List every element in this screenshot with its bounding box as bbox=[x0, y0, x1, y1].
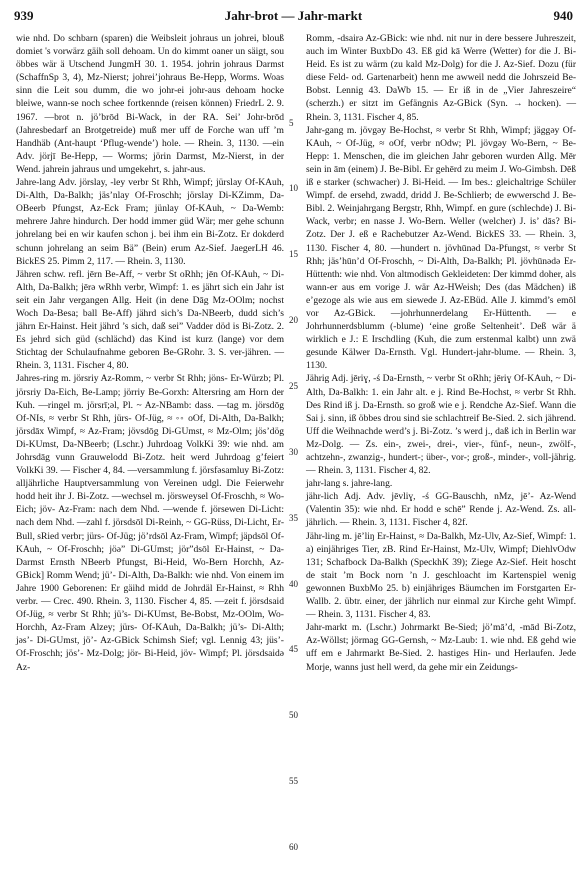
page-header bbox=[14, 8, 573, 26]
entry-text: Jahre-lang Adv. jörslay, -ley verbr St Rhh, Wimpf; jürslay Of-KAuh, Di-Alth, Da-Balkh; jäs’nlay Of-Froschh; jörslay Di-KZimm, Da-OBeerb Pfungst, Az-Eck Fram; jünlay Of-KAuh, ~ Da-Wemb: mehrere Jahre hindurch. Der hodd immer güd Wär; mer gehe schunn johrelang bei en wir kaufen schon j. bei ihm ein Bi-Zotz. Er dokderd schunn johrelang an seim Bä” (Bein) erum Az-Sief. JaegerLH 46. BickES 25. Pimm 2, 117. — Rhein. 3, 1130. bbox=[16, 177, 284, 267]
entry-text: Jahres-ring m. jörsriy Az-Romm, ~ verbr St Rhh; jöns- Er-Würzb; Pl. jörsriy Da-Eich, Be-Lamp; jörriy Be-Gorxh: Altersring am Horn der Kuh. —ringel m. jörsrī;əl, Pl. ~ Az-NBamb: dass. —tag m. jörsdōg Of-NIs, ≈ verbr St Rhh, jürs- Of-Jüg, ≈ ◦◦ oOf, Di-Alth, Da-Balkh; jörsdāx Wimpf, ≈ Az-Fram; jövsdōg Di-GUmst, ≈ Mz-Olm; jös’dög Di-KUmst, Da-NBeerb; (Lschr.) Juhrdoag VolkKi 39: wie nhd. am Johrsdāg vunn Grauwelodd Bi-Zotz. heit werd Juhrdoag g’feiert VolkKi 39. — Fischer 4, 84. —versammlung f. jörsfəsamluy Bi-Zotz: alljährliche Hauptversammlung von Vereinen udgl. Die Feierwehr hodd heit ihr J. Bi-Zotz. —wechsel m. jörsweysel Of-Froschh, ≈ Wo-Eich; jöv- Az-Fram: nach dem Nhd. —wende f. jörsewen Di-Licht: nach dem Nhd. —zahl f. jörsdsōl Di-Reinh, ~ GG-Rüss, Di-Licht, Er-Bull, sRied verbr; jürs- Of-Jüg; jö’rdsōl Az-Fram, Wimpf; jäpdsōl Of-KAuh, ~ Of-Froschh; jöə” Di-GUmst; jör”dsōl Er-Hainst, ~ Da-Darmst Ernsth NBeerb Pfungst, Bi-Heid, Wo-Bern Horchh, Az-GBick] Romm Wend; jü’- Di-Alth, Da-Balkh: wie nhd. Von einem im Jahre 1900 Geborenen: Er gäihd midd de Johrdäl Er-Hainst, ≈ Rhh verbr. — Crec. 490. Rhein. 3, 1130. Fischer 4, 85. —zeit f. jörsdsaid Of-Jüg, ≈ verbr St Rhh; jü’s- Di-KUmst, Be-Bobst, Mz-OOlm, Wo-Horchh, Az-Fram Alzey; jürs- Of-KAuh, Da-Balkh; jü’s- Di-Alth; jəs’- Di-GUmst, jö’- Az-GBick Schimsh Sief; vgl. Lennig 43; jüs’- Of-Froschh; jös’- Mz-Dolg; jör- Bi-Heid, jöv- Wimpf; Pl. jörsdsaidə Az- bbox=[16, 373, 284, 673]
entry-jaehren bbox=[16, 268, 284, 373]
entry-text: Romm, -dsairə Az-GBick: wie nhd. nit nur in dere bessere Juhreszeit, auch im Winter BuxbDo 43. Eß gid kā Werre (Wetter) for die J. Bi-Heid. Es ist zu wärm (zu kald Mz-Dolg) for die J. Az-Sief. Dozu (für diese Feld- od. Gartenarbeit) henn me awweil nedd die Johrszeid Be-Bobst. Lennig 43. DaWb 15. — Er iß in de „Vier Jahreszeire“ (scherzh.) er sitzt im Gefängnis Az-GBick (Syn. → hocken). — Rhein. 3, 1131. Fischer 4, 85. bbox=[306, 33, 576, 123]
line-number: 50 bbox=[289, 710, 298, 720]
entry-jaehr-lich bbox=[306, 490, 576, 529]
right-column bbox=[306, 32, 576, 674]
line-number: 30 bbox=[289, 447, 298, 457]
line-number: 15 bbox=[289, 249, 298, 259]
entry-text: Jahr-gang m. jövgəy Be-Hochst, ≈ verbr St Rhh, Wimpf; jäggəy Of-KAuh, ~ Of-Jüg, ≈ oOf, verbr nOdw; Pl. jövgəy Wo-Bern, ~ Be-Hepp: 1. Menschen, die im gleichen Jahr geboren wurden Allg. Mēr sein in ām (einem) J. Be-Bibl. Er gehērd zu meim J. Wo-Gimbsh. Dēß iß e starker (schwacher) J. Bi-Heid. — Im bes.: gleichaltrige Schüler Wimpf. de ersehd, zwadd, dridd J. Be-Schlierb; de ewwerschd J. Be-Bibl. 2. Weinjahrgang Bergstr, Rhh, Wimpf. en gure (schlechde) J. Bi-Wack, verbr; en nasse J. Wo-Bern. Weller (welcher) J. is’ dās? Bi-Zotz. Der J. eß e Rachebutzer Az-Wend. BickES 33. — Rhein. 3, 1130. Fischer 4, 80. —hundert n. jövhūnəd Da-Pfungst, ≈ verbr St Rhh; jäs’hūn’d Of-Froschh, ~ Di-Alth, Da-Balkh; Pl. jövhūnədə Er-Hüttenth: wie nhd. Von altmodisch Gekleideten: Der kimmd doher, als wann-er aus em vorige J. wär Az-HWeish; Des (das Mädchen) iß e’gezoge als wie aus em siewede J. Az-EBüd. Alle J. kimmd’s emōl vor Az-GBick. —johrhunnerdelang Er-Hüttenth. — e Johrhunnerdsblumm (-blume) ‘eine große Seltenheit’. Deß wär ä wirklich e J.: E Irschdling (Kuh, die zum erstenmal kalbt) unn zwä gesunde Kälwer Da-Ernsth. Vgl. Hundert-jahr-blume. — Rhein. 3, 1130. bbox=[306, 124, 576, 372]
entry-jahre-lang bbox=[16, 176, 284, 268]
entry-text: Jahr-markt m. (Lschr.) Johrmarkt Be-Sied; jö’mā’d, -mād Bi-Zotz, Az-Wöllst; jörmag GG-Gernsh, ~ Mz-Laub: 1. wie nhd. Eß gehd wie uff em e Jahrmarkt Be-Sied. 2. hastiges Hin- und Herlaufen. Jede Morje, wanns just hell werd, da gehe mir ein Zeidungs- bbox=[306, 622, 576, 673]
line-number: 40 bbox=[289, 579, 298, 589]
line-number: 45 bbox=[289, 644, 298, 654]
entry-text: wie nhd. Do schbarn (sparen) die Weibsleit johraus un johrei, blouß domiet 's vorwärz gäih soll dehoam. Un do kimmt oaner un säigt, sou öbbes wär ä Utschend JungmH 30. 1. 1954. johrin johraus Darmst (SchaffnSp 3, 4), Mz-Nierst; johrei’johraus Be-Hepp, Worms. Woas sinn die Leit sou dumm, die wo johr-ei johr-aus dehoam hocke bleiwe, wann-se noch schee fortkennde (reisen können) FriedrL 2. 9. 1967. —brot n. jö’brōd Bi-Wack, in der RA. Sei’ Johr-brōd (Jahresbedarf an Brotgetreide) muß mer uff de Forche wan uff ’m Handhäb (Ant-haupt ‘Pflug-wende’) hole. — Rhein. 3, 1130. —ein Adv. jörjī Be-Hepp, — Worms; jörin Darmst, Mz-Nierst, in der Wend. jahrein jahraus und umgekehrt, s. jahr-aus. bbox=[16, 33, 284, 175]
line-number: 5 bbox=[289, 118, 294, 128]
entry-text: jahr-lang s. jahre-lang. bbox=[306, 478, 393, 490]
line-number: 55 bbox=[289, 776, 298, 786]
entry-jahr-gang bbox=[306, 124, 576, 373]
entry-jaehrig bbox=[306, 372, 576, 477]
line-number: 20 bbox=[289, 315, 298, 325]
left-column bbox=[16, 32, 284, 674]
entry-text: jähr-lich Adj. Adv. jēvliɣ, -ś GG-Bauschh, nMz, jē’- Az-Wend (Valentin 35): wie nhd. Er hodd e schē” Rende j. Az-Wend. Zs. all-jährlich. — Rhein. 3, 1131. Fischer 4, 82f. bbox=[306, 491, 576, 529]
entry-jahr-aus-cont bbox=[16, 32, 284, 176]
entry-jaehr-ling bbox=[306, 530, 576, 622]
line-number: 60 bbox=[289, 842, 298, 852]
entry-jahr-markt bbox=[306, 621, 576, 673]
entry-text: Jähren schw. refl. jērn Be-Aff, ~ verbr St oRhh; jēn Of-KAuh, ~ Di-Alth, Da-Balkh; jērə wRhh verbr, Wimpf: 1. es jährt sich ein Jahr ist seit ein Jahr vergangen Allg. Heit (in dene Dāg Mz-OOlm; nochst Woch Da-Besa; ball Be-Aff) jährd sich’s Da-NBeerb, dudd sich’s jährn Er-Hainst. Heit jährd ’s sich, daß sei” Vadder död is Bi-Zotz. 2. Es jehrd sich güd (schlächd) das Kind ist kurz (lange) vor dem Stichtag der Schulaufnahme geboren Be-GRohr. 3. S. ver-jähren. — Rhein. 3, 1131. Fischer 4, 80. bbox=[16, 268, 284, 372]
entry-text: Jähr-ling m. jē’liŋ Er-Hainst, ≈ Da-Balkh, Mz-Ulv, Az-Sief, Wimpf: 1. a) einjähriges Tier, zB. Rind Er-Hainst, Mz-Ulv, Wimpf; DiehlvOdw 131; Schafbock Da-Balkh (SpeckhK 39); Ziege Az-Sief. Heit hoscht de stait ’m Bock norn ’n J. geschloacht im Kartenspiel wenig gewonnen BuxbMo 25. b) einjähriges Bäumchen im Forstgarten Er-Wallb. 2. übtr. einer, der jährlich nur einmal zur Kirche geht Wimpf. — Rhein. 3, 1131. Fischer 4, 83. bbox=[306, 530, 576, 621]
left-page-number: 939 bbox=[14, 8, 34, 23]
right-page-number: 940 bbox=[553, 8, 573, 23]
line-number: 25 bbox=[289, 381, 298, 391]
line-number: 35 bbox=[289, 513, 298, 523]
running-title: Jahr-brot — Jahr-markt bbox=[224, 8, 363, 23]
entry-jahr-lang bbox=[306, 477, 576, 490]
line-number: 10 bbox=[289, 183, 298, 193]
entry-jahres-zeit-cont bbox=[306, 32, 576, 124]
entry-jahres-ring bbox=[16, 372, 284, 673]
entry-text: Jährig Adj. jēriɣ, -ś Da-Ernsth, ~ verbr St oRhh; jēriɣ Of-KAuh, ~ Di-Alth, Da-Balkh: 1. ein Jahr alt. e j. Rind Be-Hochst, ≈ verbr St Rhh. Des Rind iß j. Da-Ernsth. so groß wie e j. Rendche Az-Sief. Wann die Sai j. sinn, iß öbbes drou sind sie schlachtreif Be-Sied. 2. sich jährend. Uff die Weihnachde werd’s j. Bi-Zotz. ’s werd j., daß ich in Berlin war Mz-Dolg. — Zs. ein-, zwei-, drei-, vier-, fünf-, neun-, zwölf-, achtzehn-, zwanzig-, hundert-; über-, vor-; groß-, minder-, voll-jährig. — Rhein. 3, 1131. Fischer 4, 82. bbox=[306, 373, 576, 477]
